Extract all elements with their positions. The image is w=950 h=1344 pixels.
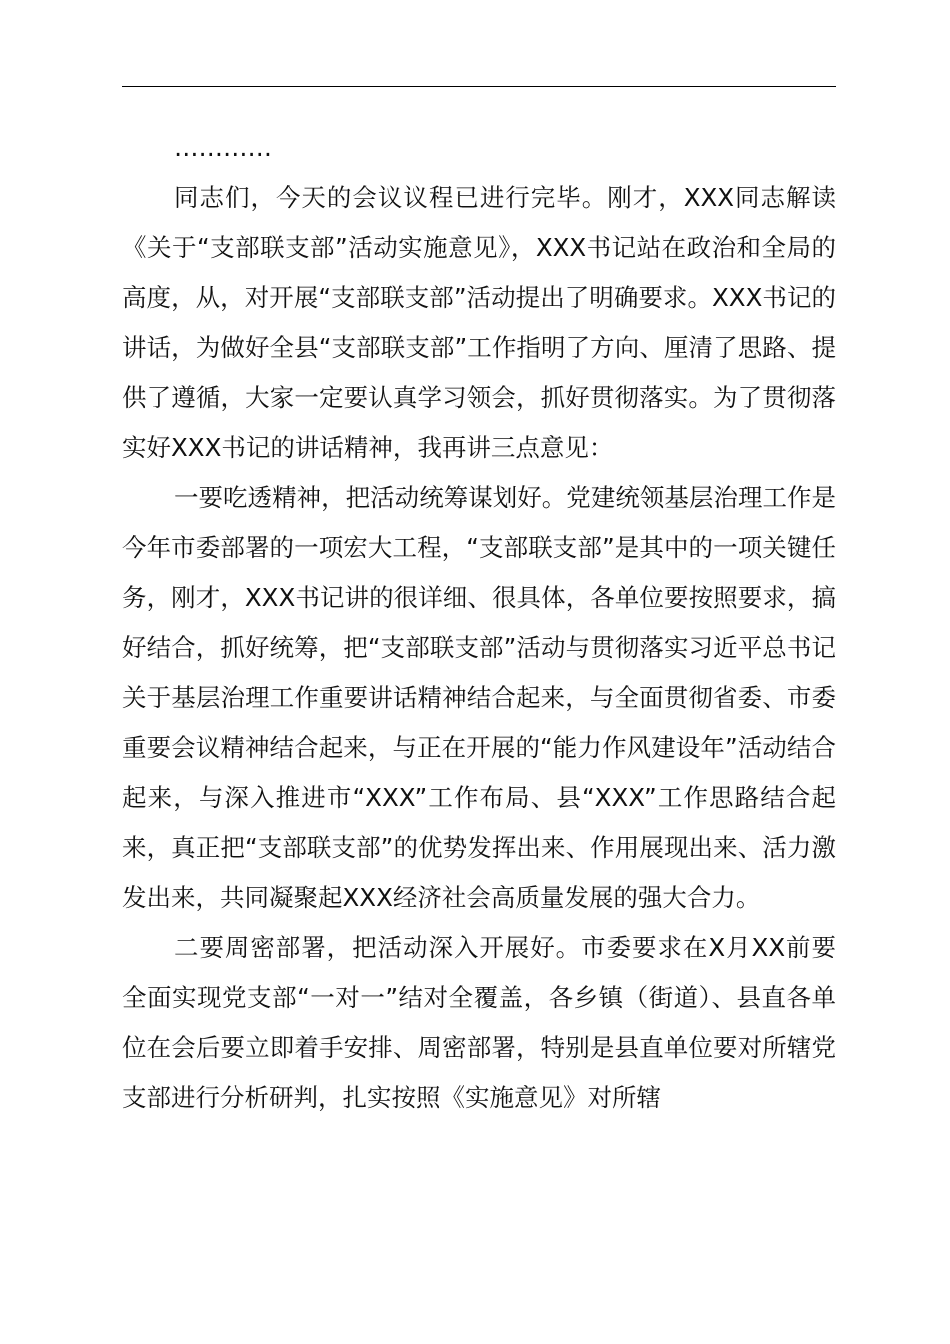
document-body: [122, 123, 836, 1123]
paragraph-opening: 同志们，今天的会议议程已进行完毕。刚才，XXX同志解读《关于“支部联支部”活动实施意见》，XXX书记站在政治和全局的高度，从，对开展“支部联支部”活动提出了明确要求。XXX书记的讲话，为做好全县“支部联支部”工作指明了方向、厘清了思路、提供了遵循，大家一定要认真学习领会，抓好贯彻落实。为了贯彻落实好XXX书记的讲话精神，我再讲三点意见：: [122, 183, 836, 462]
paragraph-point-two: 二要周密部署，把活动深入开展好。市委要求在X月XX前要全面实现党支部“一对一”结对全覆盖，各乡镇（街道）、县直各单位在会后要立即着手安排、周密部署，特别是县直单位要对所辖党支部进行分析研判，扎实按照《实施意见》对所辖: [122, 933, 836, 1112]
header-rule: [122, 86, 836, 87]
paragraph-point-one: 一要吃透精神，把活动统筹谋划好。党建统领基层治理工作是今年市委部署的一项宏大工程，“支部联支部”是其中的一项关键任务，刚才，XXX书记讲的很详细、很具体，各单位要按照要求，搞好结合，抓好统筹，把“支部联支部”活动与贯彻落实习近平总书记关于基层治理工作重要讲话精神结合起来，与全面贯彻省委、市委重要会议精神结合起来，与正在开展的“能力作风建设年”活动结合起来，与深入推进市“XXX”工作布局、县“XXX”工作思路结合起来，真正把“支部联支部”的优势发挥出来、作用展现出来、活力激发出来，共同凝聚起XXX经济社会高质量发展的强大合力。: [122, 483, 836, 912]
ellipsis-line: …………: [174, 133, 272, 162]
